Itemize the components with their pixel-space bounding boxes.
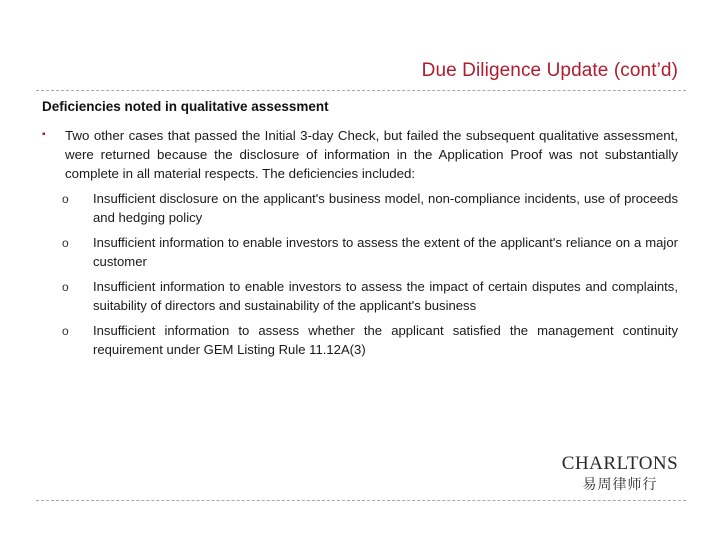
list-item (62, 321, 678, 359)
main-bullet-text: Two other cases that passed the Initial 3-day Check, but failed the subsequent qualitative assessment, were returned because the disclosure of information in the Application Proof was not substantially complete in all material respects. The deficiencies included: (65, 128, 678, 181)
slide-title: Due Diligence Update (cont’d) (421, 60, 678, 81)
circle-bullet-icon: o (62, 324, 69, 338)
bottom-divider (36, 500, 686, 501)
top-divider (36, 90, 686, 91)
list-item-text: Insufficient information to enable investors to assess the extent of the applicant's reliance on a major customer (93, 235, 678, 269)
circle-bullet-icon: o (62, 236, 69, 250)
circle-bullet-icon: o (62, 280, 69, 294)
logo-english: CHARLTONS (561, 453, 679, 474)
logo-chinese: 易周律师行 (582, 477, 658, 493)
charltons-logo (556, 452, 684, 498)
list-item-text: Insufficient information to assess whether the applicant satisfied the management continuity requirement under GEM Listing Rule 11.12A(3) (93, 323, 678, 357)
list-item (62, 189, 678, 227)
square-bullet-icon: ▪ (42, 129, 46, 140)
list-item-text: Insufficient information to enable investors to assess the impact of certain disputes and complaints, suitability of directors and sustainability of the applicant's business (93, 279, 678, 313)
circle-bullet-icon: o (62, 192, 69, 206)
list-item-text: Insufficient disclosure on the applicant's business model, non-compliance incidents, use of proceeds and hedging policy (93, 191, 678, 225)
section-heading: Deficiencies noted in qualitative assessment (42, 99, 329, 114)
list-item (62, 233, 678, 271)
main-bullet (42, 126, 678, 183)
list-item (62, 277, 678, 315)
deficiency-list (62, 189, 678, 365)
